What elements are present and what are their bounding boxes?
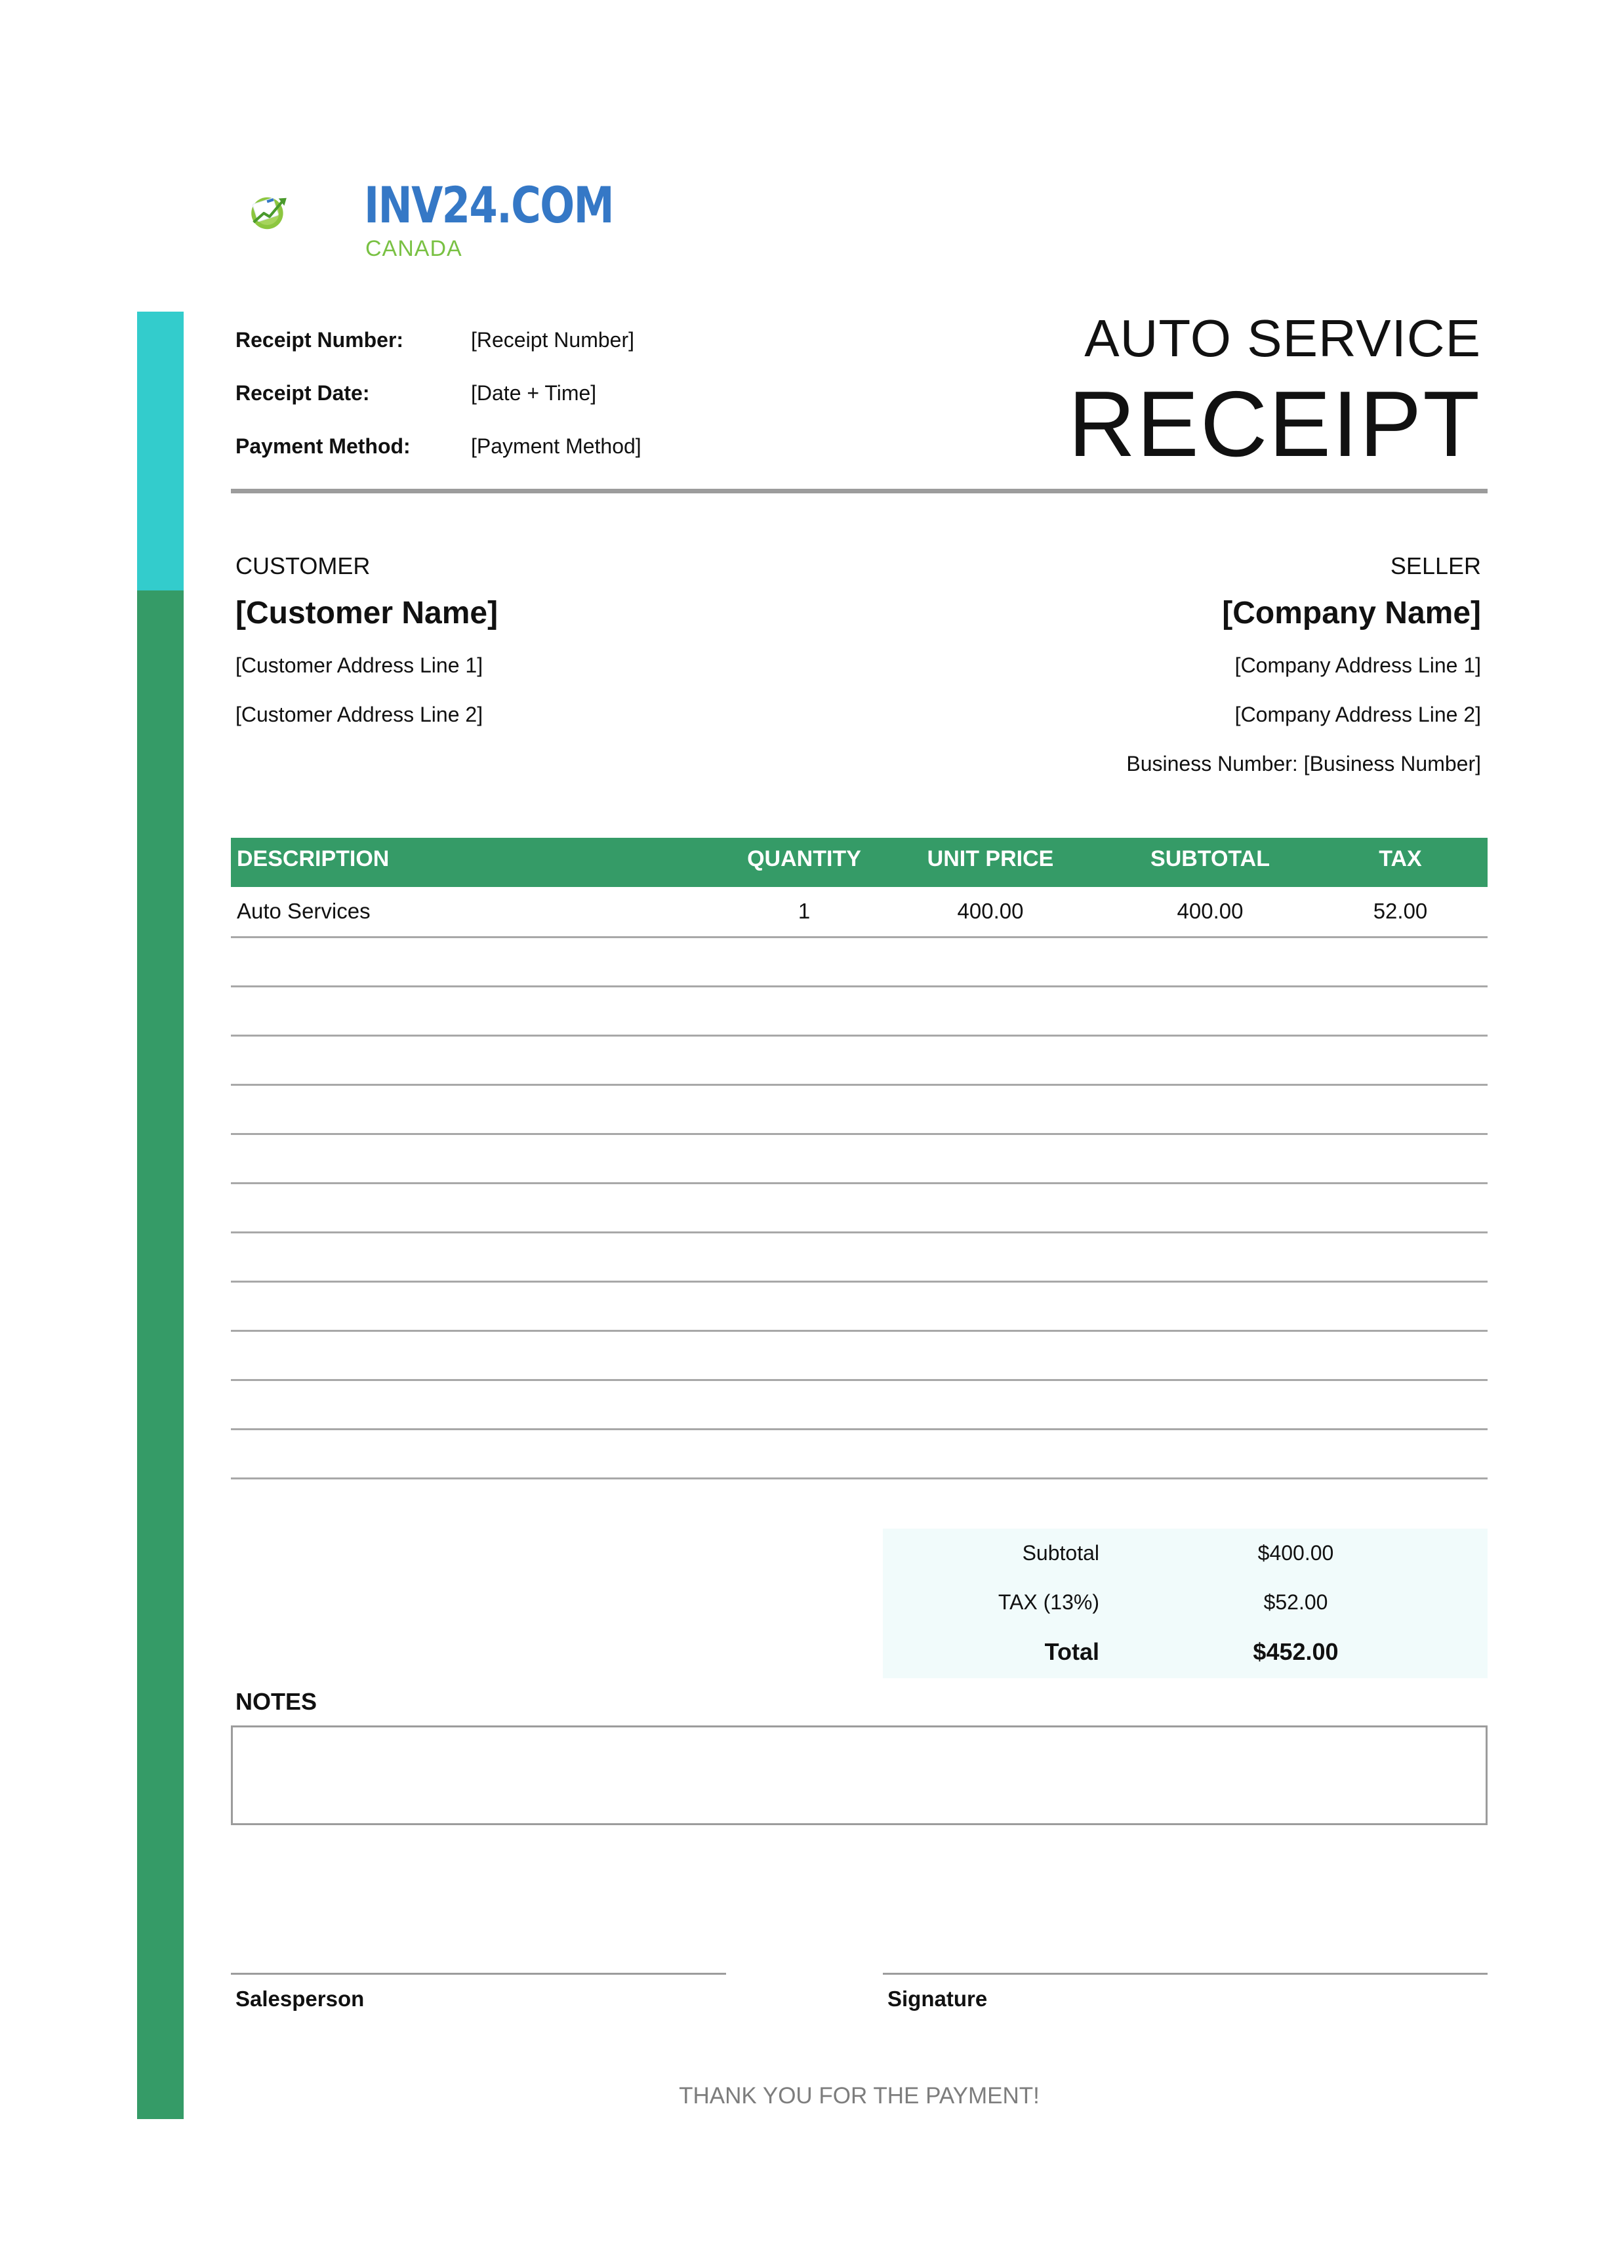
receipt-date-label: Receipt Date: [235,381,370,405]
customer-address-1: [Customer Address Line 1] [235,653,483,677]
th-quantity: QUANTITY [747,846,861,871]
total-label: Total [1044,1638,1099,1665]
logo-name: INV24.COM [364,176,613,234]
row-1-description: Auto Services [237,899,371,923]
signature-line [883,1973,1488,1975]
seller-heading: SELLER [1390,552,1481,579]
table-row-line [231,1281,1488,1283]
table-row-line [231,1330,1488,1332]
payment-method-label: Payment Method: [235,434,411,458]
row-1-tax: 52.00 [1373,899,1428,923]
notes-title: NOTES [235,1688,317,1715]
receipt-title-line1: AUTO SERVICE [1084,309,1481,367]
header-divider [231,489,1488,493]
receipt-number-label: Receipt Number: [235,328,404,352]
total-value: $452.00 [1253,1638,1339,1665]
subtotal-value: $400.00 [1257,1541,1334,1565]
logo-subtitle: CANADA [365,236,462,261]
th-description: DESCRIPTION [237,846,390,871]
tax-label: TAX (13%) [998,1590,1099,1614]
table-row-line [231,1428,1488,1430]
table-row-line [231,936,1488,938]
row-1-quantity: 1 [798,899,811,923]
table-row-line [231,1379,1488,1381]
table-row-line [231,1035,1488,1037]
side-bar-green [137,590,184,2119]
table-row-line [231,1231,1488,1233]
payment-method-value: [Payment Method] [471,434,641,458]
table-row-line [231,1084,1488,1086]
table-row-line [231,1133,1488,1135]
logo-icon [248,157,366,269]
table-row-line [231,985,1488,987]
subtotal-label: Subtotal [1022,1541,1099,1565]
receipt-title-line2: RECEIPT [1068,372,1481,476]
seller-business-number: Business Number: [Business Number] [1126,752,1481,775]
seller-address-2: [Company Address Line 2] [1234,703,1481,726]
customer-address-2: [Customer Address Line 2] [235,703,483,726]
table-row-line [231,1477,1488,1479]
th-unit-price: UNIT PRICE [927,846,1054,871]
row-1-subtotal: 400.00 [1177,899,1244,923]
seller-name: [Company Name] [1222,596,1481,630]
th-tax: TAX [1379,846,1422,871]
receipt-date-value: [Date + Time] [471,381,597,405]
notes-box[interactable] [231,1725,1488,1825]
tax-value: $52.00 [1263,1590,1328,1614]
receipt-number-value: [Receipt Number] [471,328,634,352]
th-subtotal: SUBTOTAL [1150,846,1270,871]
seller-address-1: [Company Address Line 1] [1234,653,1481,677]
customer-heading: CUSTOMER [235,552,371,579]
thank-you-message: THANK YOU FOR THE PAYMENT! [679,2083,1040,2109]
side-bar-teal [137,312,184,590]
row-1-unit-price: 400.00 [957,899,1024,923]
salesperson-label: Salesperson [235,1987,365,2011]
customer-name: [Customer Name] [235,596,498,630]
table-row-line [231,1182,1488,1184]
salesperson-line [231,1973,726,1975]
signature-label: Signature [887,1987,988,2011]
